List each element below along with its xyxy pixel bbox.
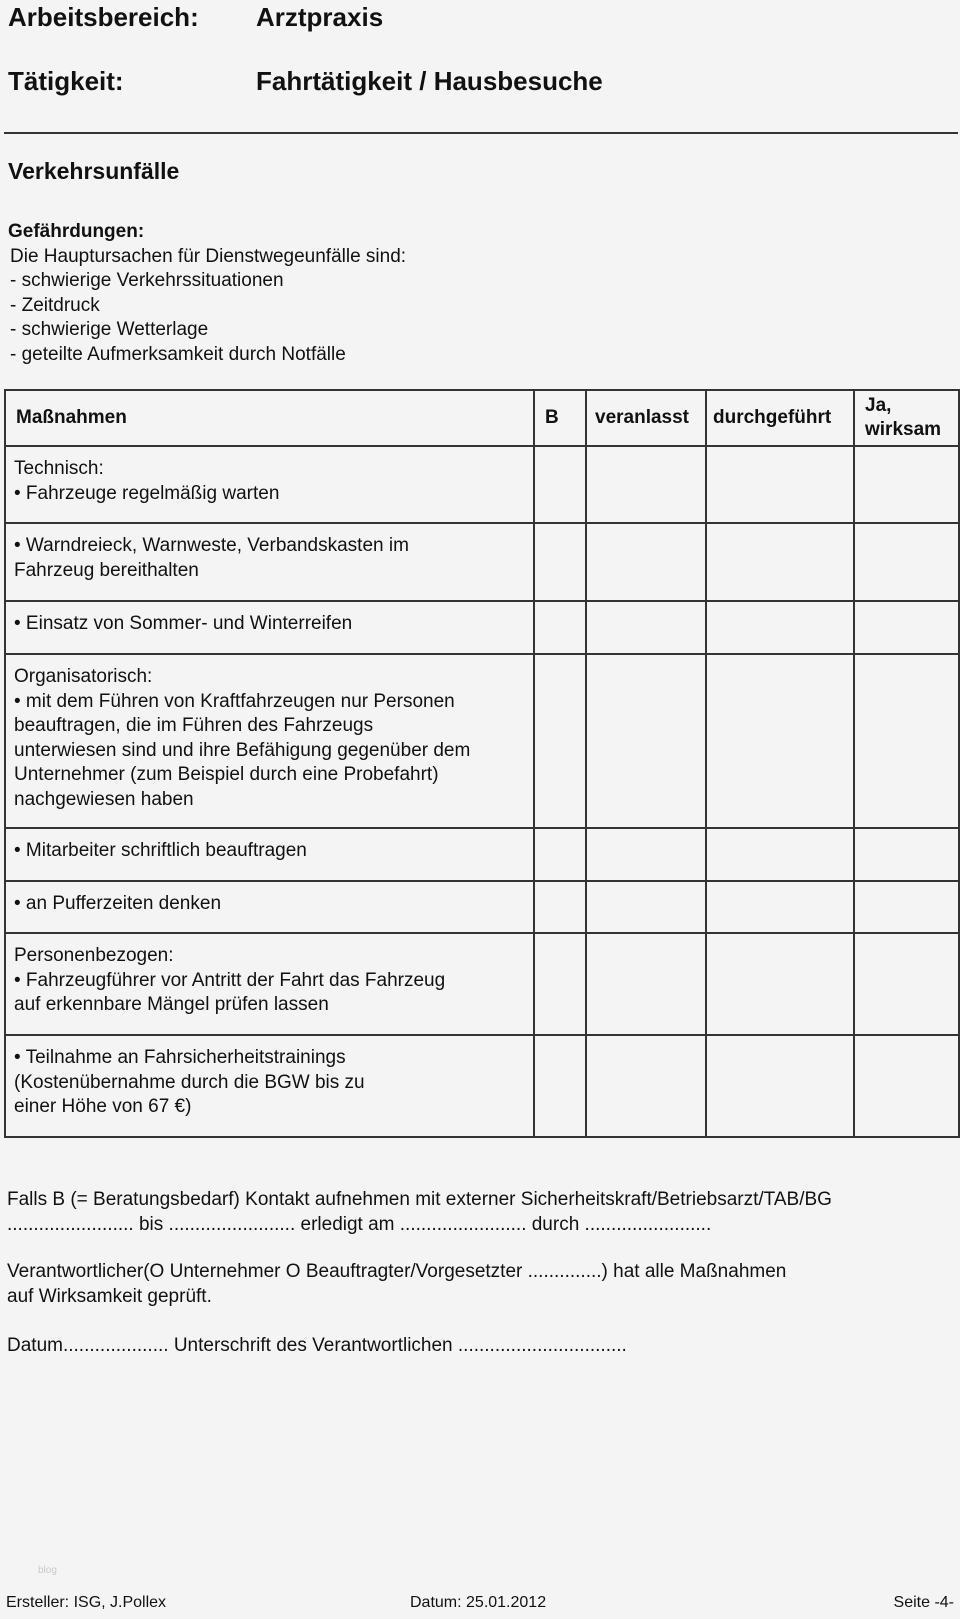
- b-checkbox-cell[interactable]: [534, 828, 586, 881]
- ja-wirksam-cell[interactable]: [854, 828, 959, 881]
- veranlasst-cell[interactable]: [586, 1035, 706, 1137]
- table-row: [5, 1035, 959, 1137]
- durchgefuehrt-cell[interactable]: [706, 523, 854, 601]
- ja-wirksam-cell[interactable]: [854, 654, 959, 828]
- ja-wirksam-cell[interactable]: [854, 601, 959, 654]
- table-header-row: [5, 390, 959, 446]
- veranlasst-cell[interactable]: [586, 446, 706, 523]
- veranlasst-cell[interactable]: [586, 828, 706, 881]
- veranlasst-cell[interactable]: [586, 933, 706, 1035]
- durchgefuehrt-cell[interactable]: [706, 933, 854, 1035]
- ja-wirksam-cell[interactable]: [854, 1035, 959, 1137]
- durchgefuehrt-cell[interactable]: [706, 446, 854, 523]
- measure-cell: • Warndreieck, Warnweste, Verbandskasten im Fahrzeug bereithalten: [5, 523, 534, 601]
- table-row: [5, 881, 959, 933]
- measure-cell: • Mitarbeiter schriftlich beauftragen: [5, 828, 534, 881]
- veranlasst-cell[interactable]: [586, 601, 706, 654]
- b-checkbox-cell[interactable]: [534, 933, 586, 1035]
- section-title: Verkehrsunfälle: [8, 158, 180, 184]
- hazard-line: - Zeitdruck: [10, 294, 100, 316]
- hazard-line: - schwierige Wetterlage: [10, 319, 209, 340]
- veranlasst-cell[interactable]: [586, 881, 706, 933]
- ja-wirksam-cell[interactable]: [854, 933, 959, 1035]
- ja-wirksam-cell[interactable]: [854, 523, 959, 601]
- header-divider: [4, 132, 958, 134]
- hazards-title: Gefährdungen:: [8, 221, 145, 242]
- b-checkbox-cell[interactable]: [534, 523, 586, 601]
- b-checkbox-cell[interactable]: [534, 881, 586, 933]
- col-header-b: B: [534, 390, 586, 446]
- table-row: [5, 654, 959, 828]
- col-header-veranlasst: veranlasst: [586, 390, 706, 446]
- measure-cell: Personenbezogen: • Fahrzeugführer vor Antritt der Fahrt das Fahrzeug auf erkennbare Mängel prüfen lassen: [5, 933, 534, 1035]
- arbeitsbereich-value: Arztpraxis: [256, 2, 384, 32]
- hazard-line: Die Hauptursachen für Dienstwegeunfälle sind:: [10, 245, 407, 267]
- durchgefuehrt-cell[interactable]: [706, 1035, 854, 1137]
- table-row: [5, 828, 959, 881]
- durchgefuehrt-cell[interactable]: [706, 601, 854, 654]
- durchgefuehrt-cell[interactable]: [706, 881, 854, 933]
- table-row: [5, 601, 959, 654]
- ja-wirksam-cell[interactable]: [854, 446, 959, 523]
- measure-cell: • an Pufferzeiten denken: [5, 881, 534, 933]
- footer-datum: Datum: 25.01.2012: [410, 1594, 547, 1611]
- durchgefuehrt-cell[interactable]: [706, 654, 854, 828]
- measure-cell: • Teilnahme an Fahrsicherheitstrainings (Kostenübernahme durch die BGW bis zu einer Höhe von 67 €): [5, 1035, 534, 1137]
- b-checkbox-cell[interactable]: [534, 446, 586, 523]
- durchgefuehrt-cell[interactable]: [706, 828, 854, 881]
- watermark: blog: [38, 1565, 57, 1576]
- hazard-line: - schwierige Verkehrssituationen: [10, 270, 284, 291]
- measure-cell: • Einsatz von Sommer- und Winterreifen: [5, 601, 534, 654]
- col-header-ja-wirksam: Ja, wirksam: [854, 390, 959, 446]
- footer-seite: Seite -4-: [893, 1594, 954, 1611]
- measure-cell: Technisch: • Fahrzeuge regelmäßig warten: [5, 446, 534, 523]
- measures-table: [4, 389, 960, 1138]
- b-checkbox-cell[interactable]: [534, 654, 586, 828]
- ja-wirksam-cell[interactable]: [854, 881, 959, 933]
- verantwortlicher-note: Verantwortlicher(O Unternehmer O Beauftragter/Vorgesetzter ..............) hat alle Maßnahmen auf Wirksamkeit geprüft.: [7, 1261, 787, 1307]
- table-row: [5, 933, 959, 1035]
- veranlasst-cell[interactable]: [586, 654, 706, 828]
- signature-line: Datum.................... Unterschrift des Verantwortlichen ................................: [7, 1335, 627, 1356]
- measure-cell: Organisatorisch: • mit dem Führen von Kraftfahrzeugen nur Personen beauftragen, die im Führen des Fahrzeugs unterwiesen sind und ihre Befähigung gegenüber dem Unternehmer (zum Beispiel durch eine Probefahrt) nachgewiesen haben: [5, 654, 534, 828]
- col-header-durchgefuehrt: durchgeführt: [706, 390, 854, 446]
- hazard-line: - geteilte Aufmerksamkeit durch Notfälle: [10, 343, 346, 365]
- veranlasst-cell[interactable]: [586, 523, 706, 601]
- b-checkbox-cell[interactable]: [534, 601, 586, 654]
- hazards-block: [8, 220, 406, 367]
- table-row: [5, 446, 959, 523]
- taetigkeit-label: Tätigkeit:: [8, 66, 124, 96]
- col-header-massnahmen: Maßnahmen: [5, 390, 534, 446]
- table-row: [5, 523, 959, 601]
- footer-ersteller: Ersteller: ISG, J.Pollex: [6, 1594, 167, 1611]
- taetigkeit-value: Fahrtätigkeit / Hausbesuche: [256, 66, 603, 96]
- b-checkbox-cell[interactable]: [534, 1035, 586, 1137]
- beratungsbedarf-note: Falls B (= Beratungsbedarf) Kontakt aufnehmen mit externer Sicherheitskraft/Betriebsarzt/TAB/BG ........................ bis ........................ erledigt am ........................ durch ........................: [7, 1189, 832, 1235]
- arbeitsbereich-label: Arbeitsbereich:: [8, 2, 199, 32]
